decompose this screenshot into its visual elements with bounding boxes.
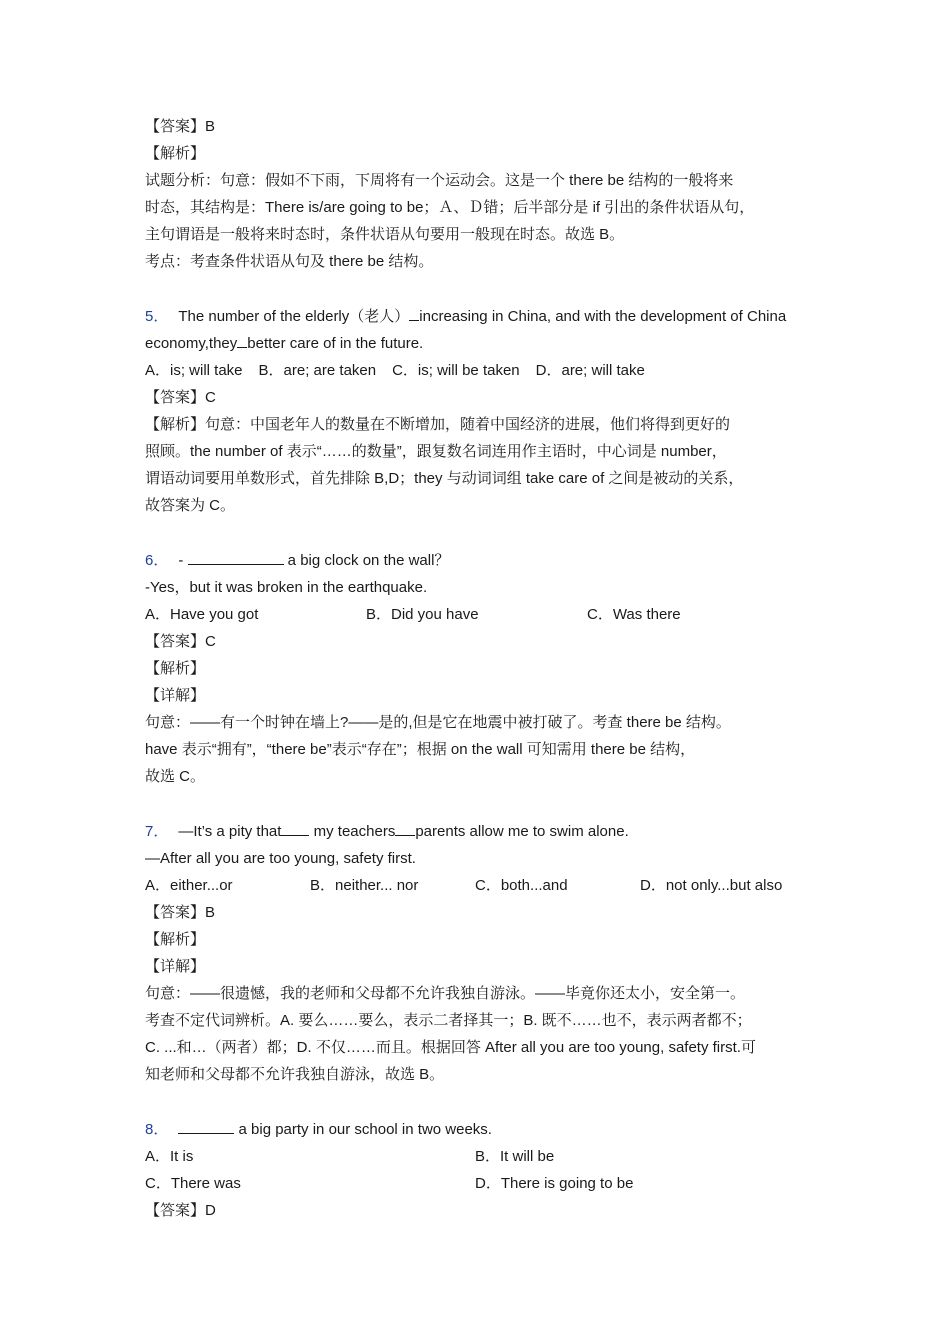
question-5-analysis: 照顾。the number of 表示“……的数量”，跟复数名词连用作主语时，中心词是 number， [145,443,727,460]
prev-analysis-label: 【解析】 [145,145,206,162]
option-b: B．Did you have [366,606,479,623]
option-d: D．not only...but also [640,877,783,894]
answer-blank [395,819,415,836]
question-6-answer: 【答案】C [145,633,216,650]
question-7-detail: 知老师和父母都不允许我独自游泳，故选 B。 [145,1066,445,1083]
answer-blank [237,331,247,348]
prev-answer: 【答案】B [145,118,216,135]
question-8-options-row-2 [145,1170,810,1197]
prev-analysis-line: 时态，其结构是：There is/are going to be；Ａ、Ｄ错；后半部分是 if 引出的条件状语从句， [145,199,755,216]
question-7-options [145,872,810,899]
question-6-detail: 句意：——有一个时钟在墙上?——是的,但是它在地震中被打破了。考查 there be 结构。 [145,714,731,731]
prev-analysis-line: 主句谓语是一般将来时态时，条件状语从句要用一般现在时态。故选 B。 [145,226,625,243]
question-6-reply: -Yes，but it was broken in the earthquake. [145,579,428,596]
option-a: A．It is [145,1148,194,1165]
question-8-stem: 8． a big party in our school in two weeks. [145,1116,810,1143]
question-6-detail: have 表示“拥有”，“there be”表示“存在”；根据 on the wall 可知需用 there be 结构， [145,741,696,758]
prev-analysis-line: 考点：考查条件状语从句及 there be 结构。 [145,253,434,270]
question-number: 6． [145,552,169,569]
option-c: C．both...and [475,877,568,894]
question-5-answer: 【答案】C [145,389,216,406]
option-c: C．Was there [587,606,681,623]
prev-analysis-line: 试题分析：句意：假如不下雨，下周将有一个运动会。这是一个 there be 结构的一般将来 [145,172,734,189]
option-a: A．either...or [145,877,233,894]
question-6-detail-label: 【详解】 [145,687,206,704]
option-d: D．are; will take [535,362,645,379]
question-5-analysis: 【解析】句意：中国老年人的数量在不断增加，随着中国经济的进展，他们将得到更好的 [145,416,731,433]
option-d: D．There is going to be [475,1175,634,1192]
question-7-detail-label: 【详解】 [145,958,206,975]
content-column [145,113,810,1224]
question-7-stem: 7． —It’s a pity that my teachers parents allow me to swim alone. [145,818,810,845]
answer-blank [281,819,309,836]
question-5-analysis: 故答案为 C。 [145,497,236,514]
question-6-stem: 6． - a big clock on the wall？ [145,547,810,574]
option-a: A．Have you got [145,606,259,623]
answer-blank [188,548,284,565]
question-7-detail: 句意：——很遗憾，我的老师和父母都不允许我独自游泳。——毕竟你还太小，安全第一。 [145,985,746,1002]
option-a: A．is; will take [145,362,243,379]
question-7-detail: C. ...和…（两者）都；D. 不仅……而且。根据回答 After all you are too young, safety first.可 [145,1039,756,1056]
answer-blank [409,304,419,321]
question-5-stem: 5． The number of the elderly（老人） increasing in China, and with the development of China [145,303,810,330]
option-b: B．are; are taken [258,362,377,379]
question-8-options-row-1 [145,1143,810,1170]
question-7-reply: —After all you are too young, safety first. [145,850,416,867]
question-7-analysis-label: 【解析】 [145,931,206,948]
question-7-detail: 考查不定代词辨析。A. 要么……要么，表示二者择其一；B. 既不……也不，表示两者都不； [145,1012,752,1029]
option-b: B．neither... nor [310,877,419,894]
question-5-analysis: 谓语动词要用单数形式，首先排除 B,D；they 与动词词组 take care of 之间是被动的关系， [145,470,744,487]
question-5-options [145,357,810,384]
question-6-options [145,601,810,628]
question-number: 5． [145,308,169,325]
question-number: 8． [145,1121,169,1138]
question-number: 7． [145,823,169,840]
option-c: C．is; will be taken [392,362,520,379]
question-8-answer: 【答案】D [145,1202,216,1219]
option-b: B．It will be [475,1148,555,1165]
answer-blank [178,1117,234,1134]
question-7-answer: 【答案】B [145,904,216,921]
question-5-stem-cont: economy,they better care of in the future. [145,330,810,357]
question-6-detail: 故选 C。 [145,768,206,785]
question-6-analysis-label: 【解析】 [145,660,206,677]
option-c: C．There was [145,1175,241,1192]
